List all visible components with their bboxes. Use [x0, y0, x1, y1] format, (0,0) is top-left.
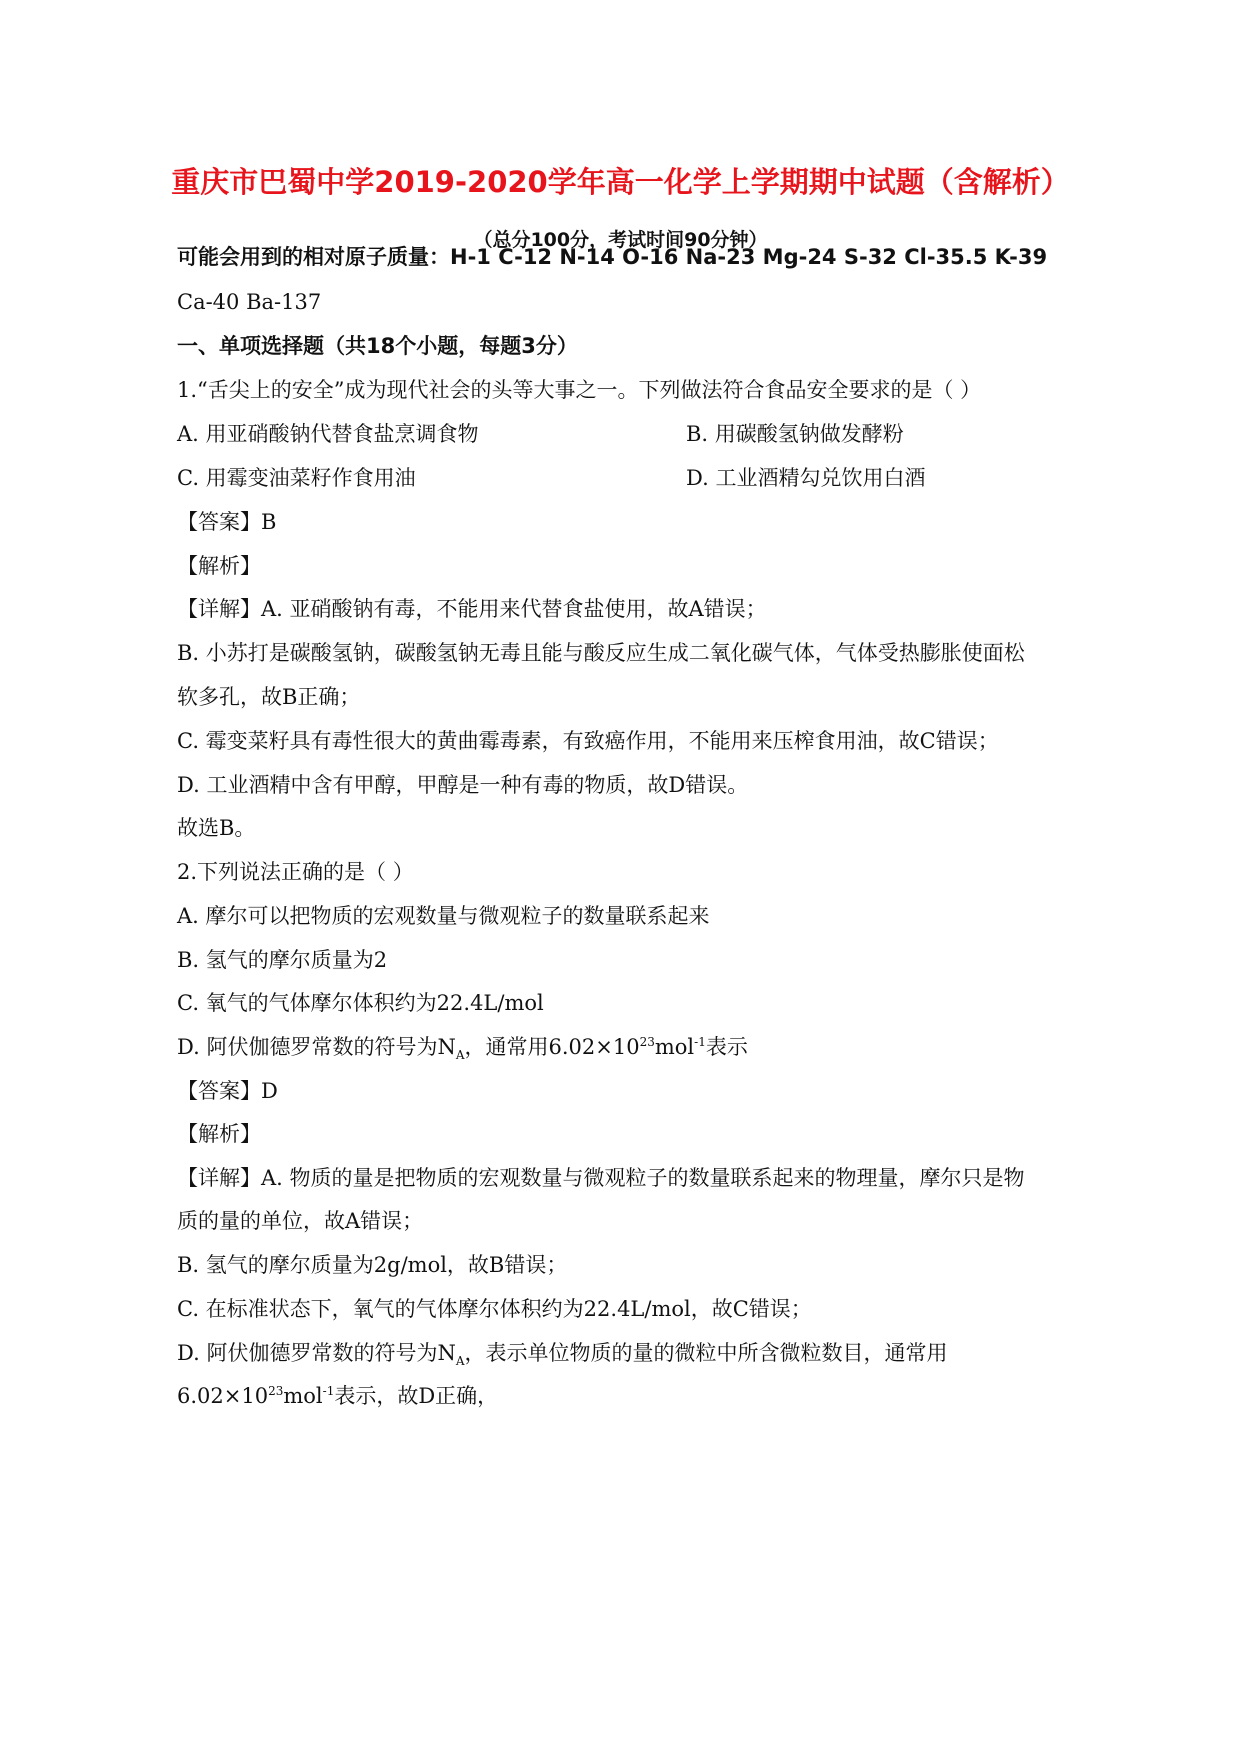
section-heading: 一、单项选择题（共18个小题，每题3分）: [177, 334, 578, 358]
question-1-detail-line: B. 小苏打是碳酸氢钠，碳酸氢钠无毒且能与酸反应生成二氧化碳气体，气体受热膨胀使面松: [177, 641, 1025, 665]
atomic-mass-line-2: Ca-40 Ba-137: [177, 290, 322, 314]
question-1-detail-line: 软多孔，故B正确；: [177, 685, 361, 709]
question-1-option-b: B. 用碳酸氢钠做发酵粉: [686, 422, 904, 446]
question-1-option-c: C. 用霉变油菜籽作食用油: [177, 466, 416, 490]
exam-info: （总分100分，考试时间90分钟）: [473, 229, 768, 251]
question-1-option-a: A. 用亚硝酸钠代替食盐烹调食物: [177, 422, 479, 446]
question-2-detail-line: $6.02\times 10^{23}mol^{-1}$表示，故D正确，: [177, 1384, 499, 1408]
question-1-stem: 1.“舌尖上的安全”成为现代社会的头等大事之一。下列做法符合食品安全要求的是（ ）: [177, 378, 982, 402]
page-title: 重庆市巴蜀中学2019-2020学年高一化学上学期期中试题（含解析）: [171, 165, 1070, 199]
question-2-option-a: A. 摩尔可以把物质的宏观数量与微观粒子的数量联系起来: [177, 904, 710, 928]
question-2-stem: 2.下列说法正确的是（ ）: [177, 860, 414, 884]
question-2-detail-line: B. 氢气的摩尔质量为2g/mol，故B错误；: [177, 1253, 568, 1277]
question-2-option-c: C. 氧气的气体摩尔体积约为22.4L/mol: [177, 991, 544, 1015]
question-1-detail-line: 故选B。: [177, 816, 256, 840]
question-1-detail-line: C. 霉变菜籽具有毒性很大的黄曲霉毒素，有致癌作用，不能用来压榨食用油，故C错误；: [177, 729, 999, 753]
question-1-answer: 【答案】B: [177, 510, 277, 534]
question-2-detail-line: D. 阿伏伽德罗常数的符号为$N_A$，表示单位物质的量的微粒中所含微粒数目，通常用: [177, 1341, 948, 1369]
question-1-option-d: D. 工业酒精勾兑饮用白酒: [686, 466, 926, 490]
question-1-detail-line: 【详解】A. 亚硝酸钠有毒，不能用来代替食盐使用，故A错误；: [177, 597, 767, 621]
atomic-mass-line-1: 可能会用到的相对原子质量：H-1 C-12 N-14 O-16 Na-23 Mg-24 S-32 Cl-35.5 K-39: [177, 245, 1048, 269]
question-2-detail-line: 【详解】A. 物质的量是把物质的宏观数量与微观粒子的数量联系起来的物理量，摩尔只是物: [177, 1166, 1025, 1190]
question-2-detail-line: C. 在标准状态下，氧气的气体摩尔体积约为22.4L/mol，故C错误；: [177, 1297, 812, 1321]
question-2-analysis-label: 【解析】: [177, 1122, 261, 1146]
question-1-analysis-label: 【解析】: [177, 554, 261, 578]
question-2-option-b: B. 氢气的摩尔质量为2: [177, 948, 388, 972]
question-1-detail-line: D. 工业酒精中含有甲醇，甲醇是一种有毒的物质，故D错误。: [177, 773, 749, 797]
question-2-answer: 【答案】D: [177, 1079, 278, 1103]
question-2-option-d: D. 阿伏伽德罗常数的符号为$N_A$，通常用$6.02\times 10^{23}mol^{-1}$表示: [177, 1035, 748, 1063]
question-2-detail-line: 质的量的单位，故A错误；: [177, 1209, 424, 1233]
